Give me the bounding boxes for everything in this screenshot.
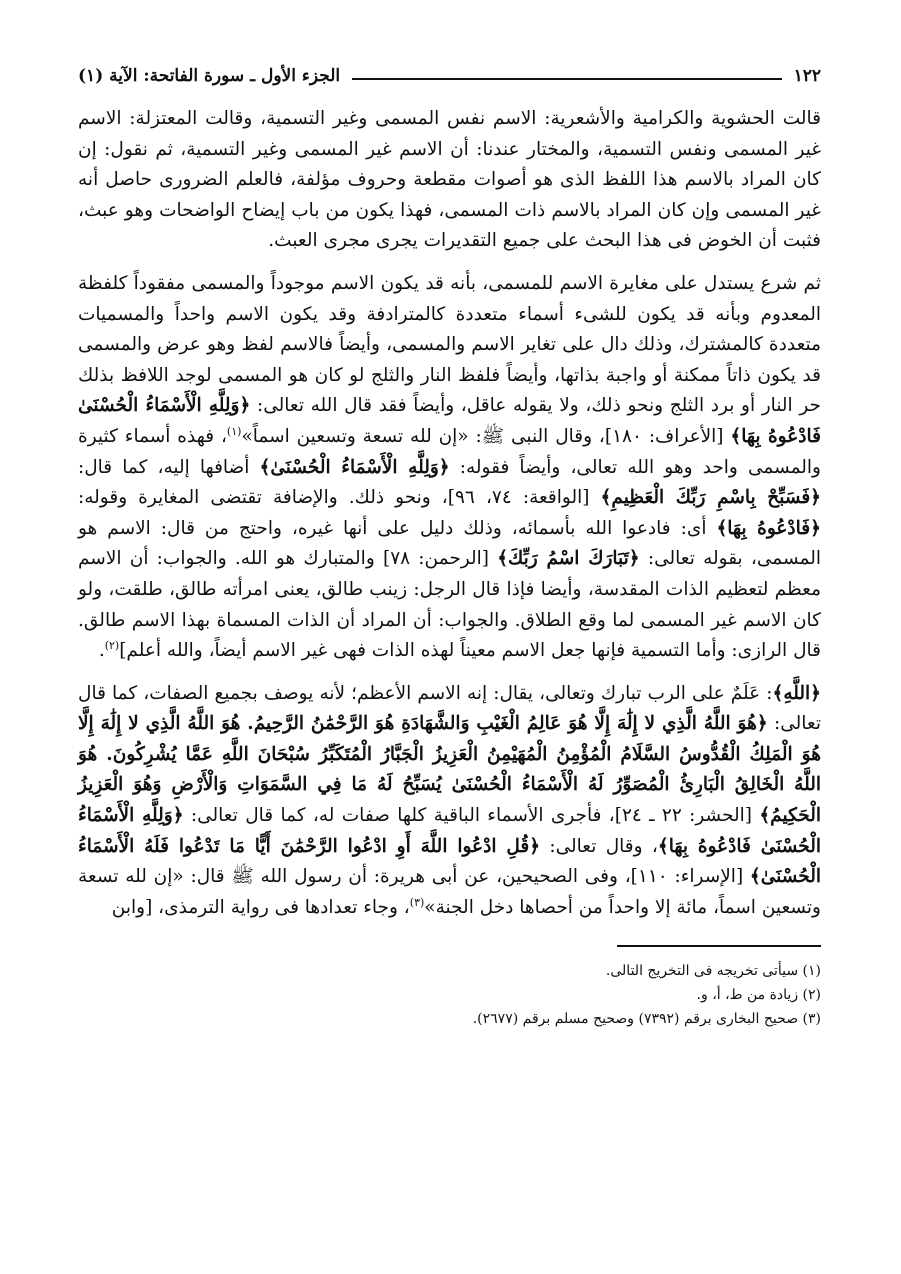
- footnote-ref: (٣): [409, 895, 425, 909]
- running-head: [78, 60, 821, 92]
- quran-quote: ﴿تَبَارَكَ اسْمُ رَبِّكَ﴾: [497, 548, 640, 570]
- quran-quote: ﴿هُوَ اللَّهُ الَّذِي لا إِلَٰهَ إِلَّا هُوَ عَالِمُ الْغَيْبِ وَالشَّهَادَةِ هُوَ الرَّحْمَٰنُ الرَّحِيمُ. هُوَ اللَّهُ الَّذِي لا إِلَٰهَ إِلَّا هُوَ الْمَلِكُ الْقُدُّوسُ السَّلَامُ الْمُؤْمِنُ الْمُهَيْمِنُ الْعَزِيزُ الْجَبَّارُ الْمُتَكَبِّرُ سُبْحَانَ اللَّهِ عَمَّا يُشْرِكُونَ. هُوَ اللَّهُ الْخَالِقُ الْبَارِئُ الْمُصَوِّرُ لَهُ الْأَسْمَاءُ الْحُسْنَىٰ يُسَبِّحُ لَهُ مَا فِي السَّمَوَاتِ وَالْأَرْضِ وَهُوَ الْعَزِيزُ الْحَكِيمُ﴾: [78, 713, 821, 827]
- footnote: (٢) زيادة من ط، أ، و.: [696, 987, 821, 1004]
- text-run: [الواقعة: ٧٤، ٩٦]، ونحو ذلك. والإضافة تقتضى المغايرة وقوله:: [78, 487, 601, 509]
- quran-quote: ﴿قُلِ ادْعُوا اللَّهَ أَوِ ادْعُوا الرَّحْمَٰنَ أَيًّا مَا تَدْعُوا فَلَهُ الْأَسْمَاءُ الْحُسْنَىٰ﴾: [78, 835, 821, 888]
- footnote: (٣) صحيح البخارى برقم (٧٣٩٢) وصحيح مسلم برقم (٢٦٧٧).: [472, 1011, 821, 1028]
- text-run: .: [98, 640, 105, 662]
- footnote: (١) سيأتى تخريجه فى التخريج التالى.: [605, 963, 821, 980]
- paragraph: [78, 104, 821, 257]
- quran-quote: ﴿وَلِلَّهِ الْأَسْمَاءُ الْحُسْنَىٰ﴾: [259, 456, 450, 478]
- text-run: أى: فادعوا الله بأسمائه، وذلك دليل على أنها غيره، واحتج من قال: الاسم هو المسمى، بقوله تعالى:: [78, 517, 821, 570]
- text-run: : عَلَمٌ على الرب تبارك وتعالى، يقال: إنه الاسم الأعظم؛ لأنه يوصف بجميع الصفات، كما قال تعالى:: [78, 682, 821, 735]
- text-run: ، وجاء تعدادها فى رواية الترمذى، [وابن: [111, 896, 410, 918]
- quran-quote: ﴿فَسَبِّحْ بِاسْمِ رَبِّكَ الْعَظِيمِ﴾: [600, 487, 822, 509]
- text-run: ، فهذه أسماء كثيرة والمسمى واحد وهو الله تعالى، وأيضاً فقوله:: [78, 425, 821, 478]
- footnotes: [78, 959, 821, 1031]
- quran-quote: ﴿اللَّهِ﴾: [772, 682, 821, 704]
- text-run: [الرحمن: ٧٨] والمتبارك هو الله. والجواب: أن الاسم معظم لتعظيم الذات المقدسة، وأيضا فإذا قال الرجل: زينب طالق، يعنى امرأته طالق، طلقت، ولو كان الاسم غير المسمى لما وقع الطلاق. والجواب: أن المراد أن الذات المسماة بهذا الاسم طالق. قال الرازى: وأما التسمية فإنها جعل الاسم معيناً لهذه الذات فهى غير الاسم أيضاً، والله أعلم]: [78, 548, 821, 662]
- quran-quote: ﴿وَلِلَّهِ الْأَسْمَاءُ الْحُسْنَىٰ فَادْعُوهُ بِهَا﴾: [78, 395, 822, 447]
- page-number: ١٢٢: [793, 66, 821, 86]
- text-run: أضافها إليه، كما قال:: [78, 456, 260, 478]
- text-run: [الأعراف: ١٨٠]، وقال النبى ﷺ: «إن لله تسعة وتسعين اسماً»: [241, 425, 731, 447]
- paragraph: [78, 679, 821, 924]
- quran-quote: ﴿فَادْعُوهُ بِهَا﴾: [716, 517, 821, 539]
- footnote-ref: (١): [226, 424, 242, 438]
- running-title: الجزء الأول ـ سورة الفاتحة: الآية (١): [78, 66, 341, 86]
- text-run: ثم شرع يستدل على مغايرة الاسم للمسمى، بأنه قد يكون الاسم موجوداً والمسمى مفقوداً كلفظة المعدوم وبأنه قد يكون للشىء أسماء متعددة كالمترادفة وقد يكون الاسم واحداً والمسميات متعددة كالمشترك، وذلك دال على تغاير الاسم والمسمى، وأيضاً فالاسم لفظ وهو عرض والمسمى قد يكون ذاتاً ممكنة أو واجبة بذاتها، وأيضاً فلفظ النار والثلج لو كان هو المسمى لوجد اللافظ بذلك حر النار أو برد الثلج ونحو ذلك، ولا يقوله عاقل، وأيضاً فقد قال الله تعالى:: [78, 272, 821, 417]
- text-run: قالت الحشوية والكرامية والأشعرية: الاسم نفس المسمى وغير التسمية، وقالت المعتزلة: الاسم غير المسمى ونفس التسمية، والمختار عندنا: أن الاسم غير المسمى وغير التسمية، ثم نقول: إن كان المراد بالاسم هذا اللفظ الذى هو أصوات مقطعة وحروف مؤلفة، فالعلم الضرورى حاصل أنه غير المسمى وإن كان المراد بالاسم ذات المسمى، فهذا يكون من باب إيضاح الواضحات وهو عبث، فثبت أن الخوض فى هذا البحث على جميع التقديرات يجرى مجرى العبث.: [78, 108, 821, 252]
- text-run: [الحشر: ٢٢ ـ ٢٤]، فأجرى الأسماء الباقية كلها صفات له، كما قال تعالى:: [183, 805, 760, 827]
- footnote-ref: (٢): [104, 638, 120, 652]
- paragraph: [78, 269, 821, 667]
- header-rule: [352, 78, 781, 80]
- main-text: [78, 104, 821, 923]
- quran-quote: ﴿وَلِلَّهِ الْأَسْمَاءُ الْحُسْنَىٰ فَادْعُوهُ بِهَا﴾: [78, 805, 822, 857]
- text-run: [الإسراء: ١١٠]، وفى الصحيحين، عن أبى هريرة: أن رسول الله ﷺ قال: «إن لله تسعة وتسعين اسماً، مائة إلا واحداً من أحصاها دخل الجنة»: [78, 866, 821, 918]
- footnote-separator: [617, 945, 821, 947]
- text-run: ، وقال تعالى:: [540, 835, 658, 857]
